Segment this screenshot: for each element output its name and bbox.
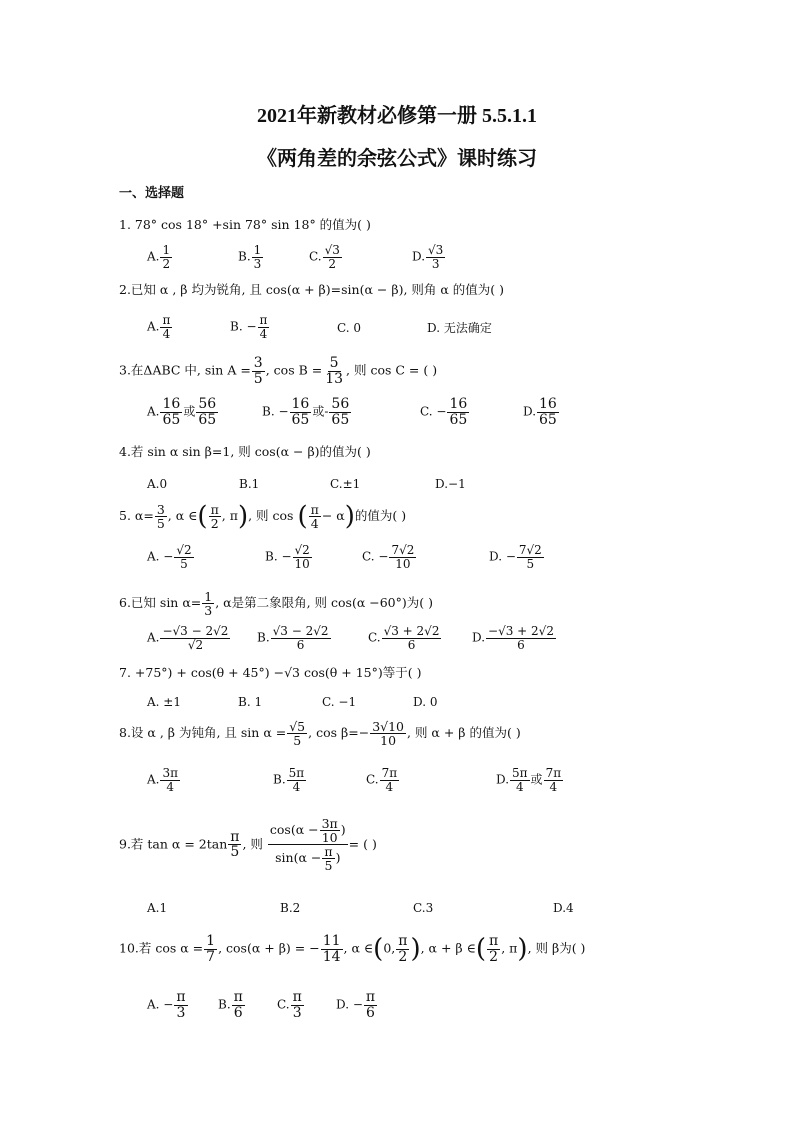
question-7-stem: 7. +75°) + cos(θ + 45°) −√3 cos(θ + 15°)等于( ) [119, 665, 422, 680]
q4-option-b: B.1 [239, 477, 260, 491]
q7-option-c: C. −1 [322, 695, 357, 709]
q8-option-a: A. $\frac{3\pi}{4}$ [147, 766, 179, 794]
question-8-stem: 8.设 α , β 为钝角, 且 sin α = $\frac{√5}{5}$ , cos β=− $\frac{3√10}{10}$ , 则 α + β 的值为( ) [119, 719, 521, 749]
section-heading: 一、选择题 [119, 186, 185, 201]
q1-option-c: C. $\frac{√3}{2}$ [309, 243, 340, 271]
q5-option-d: D. − $\frac{7√2}{5}$ [489, 543, 542, 571]
q7-option-d: D. 0 [413, 695, 438, 709]
q6-option-a: A. $\frac{-√3 - 2√2}{√2}$ [147, 624, 229, 652]
q2-option-a: A. $\frac{\pi}{4}$ [147, 313, 171, 341]
question-4-stem: 4.若 sin α sin β=1, 则 cos(α − β)的值为( ) [119, 444, 371, 459]
q9-option-d: D.4 [553, 901, 574, 915]
q3-option-a: A. $\frac{16}{65}$ 或 $\frac{56}{65}$ [147, 396, 217, 428]
question-5-stem: 5. α= $\frac{3}{5}$ , α ∈( $\frac{\pi}{2}$ , π), 则 cos ( $\frac{\pi}{4}$ − α)的值为( ) [119, 501, 407, 532]
q1-option-a: A. $\frac{1}{2}$ [147, 243, 171, 271]
q8-option-d: D. $\frac{5\pi}{4}$ 或 $\frac{7\pi}{4}$ [496, 766, 562, 794]
q10-option-a: A. − $\frac{\pi}{3}$ [147, 989, 186, 1021]
q1-option-b: B. $\frac{1}{3}$ [238, 243, 262, 271]
question-6-stem: 6.已知 sin α= $\frac{1}{3}$ , α是第二象限角, 则 cos(α −60°)为( ) [119, 589, 433, 619]
q9-option-b: B.2 [280, 901, 301, 915]
q3-option-c: C. − $\frac{16}{65}$ [420, 396, 468, 428]
q9-option-c: C.3 [413, 901, 434, 915]
q3-option-d: D. $\frac{16}{65}$ [523, 396, 557, 428]
q8-option-b: B. $\frac{5\pi}{4}$ [273, 766, 305, 794]
q10-option-b: B. $\frac{\pi}{6}$ [218, 989, 243, 1021]
question-1-stem: 1. 78° cos 18° +sin 78° sin 18° 的值为( ) [119, 217, 371, 232]
question-10-stem: 10.若 cos α = $\frac{1}{7}$ , cos(α + β) = − $\frac{11}{14}$ , α ∈(0, $\frac{\pi}{2}$ ), α + β ∈( $\frac{\pi}{2}$ , π), 则 β为( ) [119, 933, 586, 965]
q5-option-a: A. − $\frac{√2}{5}$ [147, 543, 192, 571]
page-subtitle: 《两角差的余弦公式》课时练习 [257, 148, 537, 170]
q8-option-c: C. $\frac{7\pi}{4}$ [366, 766, 398, 794]
q7-option-a: A. ±1 [147, 695, 181, 709]
q5-option-c: C. − $\frac{7√2}{10}$ [362, 543, 415, 571]
q1-option-d: D. $\frac{√3}{3}$ [412, 243, 444, 271]
q7-option-b: B. 1 [238, 695, 263, 709]
q4-option-c: C.±1 [330, 477, 361, 491]
question-2-stem: 2.已知 α , β 均为锐角, 且 cos(α + β)=sin(α − β), 则角 α 的值为( ) [119, 282, 505, 297]
q2-option-c: C. 0 [337, 321, 362, 335]
q4-option-d: D.−1 [435, 477, 466, 491]
q2-option-b: B. − $\frac{\pi}{4}$ [230, 313, 268, 341]
q10-option-d: D. − $\frac{\pi}{6}$ [336, 989, 376, 1021]
question-9-stem: 9.若 tan α = 2tan $\frac{\pi}{5}$ , 则 cos(α − $\frac{3\pi}{10}$ ) sin(α − $\frac{\pi}{5}$ ) = ( ) [119, 816, 377, 874]
q2-option-d: D. 无法确定 [427, 321, 492, 335]
q6-option-c: C. $\frac{√3 + 2√2}{6}$ [368, 624, 440, 652]
q5-option-b: B. − $\frac{√2}{10}$ [265, 543, 310, 571]
page-title: 2021年新教材必修第一册 5.5.1.1 [257, 105, 537, 127]
q6-option-d: D. $\frac{-√3 + 2√2}{6}$ [472, 624, 554, 652]
q6-option-b: B. $\frac{√3 - 2√2}{6}$ [257, 624, 329, 652]
q3-option-b: B. − $\frac{16}{65}$ 或- $\frac{56}{65}$ [262, 396, 350, 428]
question-3-stem: 3.在ΔABC 中, sin A = $\frac{3}{5}$ , cos B = $\frac{5}{13}$ , 则 cos C = ( ) [119, 355, 438, 387]
q10-option-c: C. $\frac{\pi}{3}$ [277, 989, 302, 1021]
q9-option-a: A.1 [147, 901, 168, 915]
q4-option-a: A.0 [147, 477, 168, 491]
